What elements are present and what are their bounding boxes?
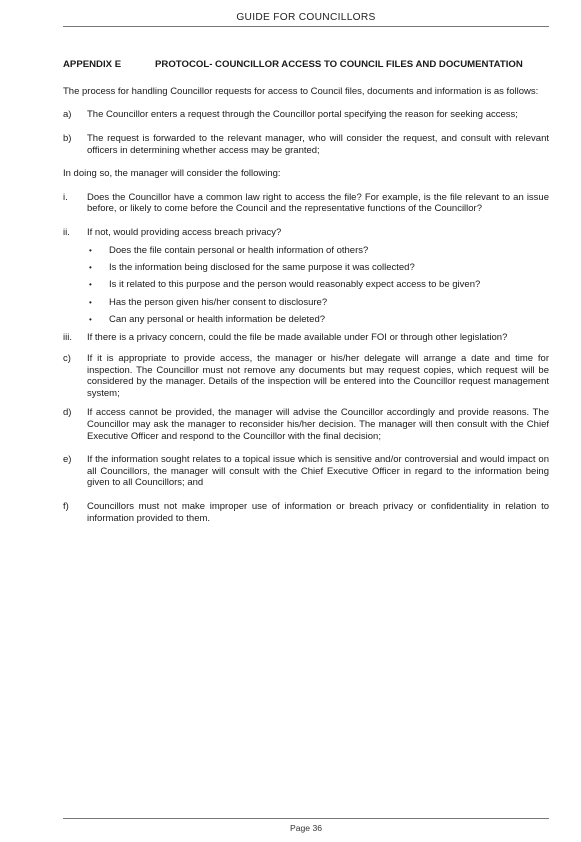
step-text: If it is appropriate to provide access, the manager or his/her delegate will arrange a date and time for inspection. The Councillor must not remove any documents but may request copies, which request will be considered by the manager. Details of the inspection will be entered into the Councillor request management system;: [87, 353, 549, 399]
step-f: [63, 501, 549, 524]
step-marker: e): [63, 454, 72, 466]
appendix-heading: [63, 59, 549, 71]
intro-paragraph: The process for handling Councillor requests for access to Council files, documents and information is as follows:: [63, 85, 539, 97]
bullet-text: Can any personal or health information be deleted?: [109, 314, 326, 326]
bullet-text: Is the information being disclosed for the same purpose it was collected?: [109, 261, 415, 273]
step-marker: c): [63, 353, 71, 365]
footer-rule: [63, 818, 549, 819]
consideration-text: Does the Councillor have a common law right to access the file? For example, is the file relevant to an issue before, or likely to come before the Council and the representative functions of the Councillor?: [87, 191, 549, 215]
step-d: [63, 407, 549, 442]
privacy-bullet: [87, 297, 549, 309]
consideration-text: If not, would providing access breach privacy?: [87, 226, 282, 238]
bullet-icon: •: [89, 262, 92, 272]
document-body: [63, 59, 549, 524]
step-c: [63, 353, 549, 399]
bullet-icon: •: [89, 245, 92, 255]
step-a: [63, 109, 549, 121]
bullet-text: Does the file contain personal or health information of others?: [109, 244, 369, 256]
step-text: The request is forwarded to the relevant manager, who will consider the request, and consult with relevant officers in determining whether access may be granted;: [87, 132, 549, 156]
bullet-text: Is it related to this purpose and the person would reasonably expect access to be given?: [109, 279, 481, 291]
bullet-icon: •: [89, 315, 92, 325]
bullet-text: Has the person given his/her consent to disclosure?: [109, 296, 328, 308]
roman-marker: iii.: [63, 331, 72, 343]
bullet-icon: •: [89, 297, 92, 307]
step-marker: f): [63, 501, 69, 513]
consider-intro: In doing so, the manager will consider the following:: [63, 168, 281, 180]
page-header: GUIDE FOR COUNCILLORS: [236, 12, 376, 23]
roman-marker: i.: [63, 191, 68, 203]
step-e: [63, 454, 549, 489]
consideration-iii: [63, 332, 549, 344]
privacy-bullet: [87, 314, 549, 326]
step-marker: b): [63, 132, 72, 144]
step-marker: d): [63, 407, 72, 419]
privacy-bullet: [87, 262, 549, 274]
roman-marker: ii.: [63, 226, 70, 238]
privacy-bullet: [87, 279, 549, 291]
privacy-bullet: [87, 245, 549, 257]
header-rule: [63, 26, 549, 27]
consideration-text: If there is a privacy concern, could the file be made available under FOI or through other legislation?: [87, 331, 508, 343]
step-text: Councillors must not make improper use of information or breach privacy or confidentiality in relation to information provided to them.: [87, 501, 549, 524]
appendix-label: APPENDIX E: [63, 59, 122, 70]
consideration-ii: [63, 227, 549, 239]
consideration-i: [63, 192, 549, 215]
step-text: The Councillor enters a request through the Councillor portal specifying the reason for seeking access;: [87, 109, 518, 121]
step-marker: a): [63, 109, 72, 121]
step-b: [63, 133, 549, 156]
bullet-icon: •: [89, 280, 92, 290]
step-text: If access cannot be provided, the manager will advise the Councillor accordingly and provide reasons. The Councillor may ask the manager to reconsider his/her decision. The manager will then consult with the Chief Executive Officer and respond to the Councillor with the final decision;: [87, 407, 549, 442]
page-number: Page 36: [289, 823, 323, 833]
step-text: If the information sought relates to a topical issue which is sensitive and/or controversial and would impact on all Councillors, the manager will consult with the Chief Executive Officer in regard to the information being given to all Councillors; and: [87, 454, 549, 489]
appendix-title: PROTOCOL- COUNCILLOR ACCESS TO COUNCIL FILES AND DOCUMENTATION: [155, 59, 523, 70]
